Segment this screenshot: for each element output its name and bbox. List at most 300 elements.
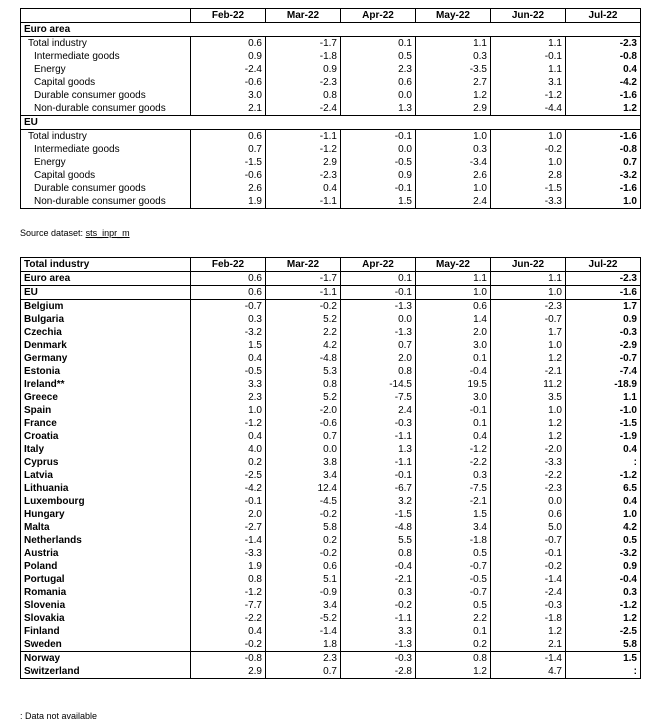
value-cell: -2.0 xyxy=(491,443,566,456)
value-cell: 1.7 xyxy=(566,300,641,314)
value-cell: -6.7 xyxy=(341,482,416,495)
header-month: Mar-22 xyxy=(266,258,341,272)
table-row xyxy=(21,625,641,638)
value-cell: -2.3 xyxy=(491,482,566,495)
value-cell: -1.1 xyxy=(341,456,416,469)
value-cell: -0.1 xyxy=(491,547,566,560)
value-cell: -2.4 xyxy=(266,102,341,116)
value-cell: -2.3 xyxy=(266,76,341,89)
value-cell: 0.7 xyxy=(566,156,641,169)
table-row xyxy=(21,76,641,89)
value-cell: -2.0 xyxy=(266,404,341,417)
value-cell: 0.3 xyxy=(416,50,491,63)
value-cell: 0.5 xyxy=(416,599,491,612)
row-label: Intermediate goods xyxy=(21,143,191,156)
value-cell: -2.4 xyxy=(491,586,566,599)
table-row xyxy=(21,469,641,482)
value-cell: -4.2 xyxy=(191,482,266,495)
value-cell: -0.7 xyxy=(566,352,641,365)
value-cell: -0.6 xyxy=(266,417,341,430)
value-cell: -1.8 xyxy=(416,534,491,547)
value-cell: 1.2 xyxy=(491,430,566,443)
value-cell: -0.6 xyxy=(191,169,266,182)
value-cell: 0.4 xyxy=(191,352,266,365)
value-cell: 2.6 xyxy=(191,182,266,195)
footnote: : Data not available xyxy=(20,711,98,721)
value-cell: -0.5 xyxy=(416,573,491,586)
country-name: Italy xyxy=(21,443,191,456)
value-cell: -0.7 xyxy=(491,313,566,326)
table-row xyxy=(21,156,641,169)
value-cell: -0.7 xyxy=(491,534,566,547)
value-cell: 1.1 xyxy=(416,37,491,51)
value-cell: 0.3 xyxy=(416,143,491,156)
value-cell: 1.0 xyxy=(416,286,491,300)
value-cell: 12.4 xyxy=(266,482,341,495)
value-cell: 1.9 xyxy=(191,195,266,209)
country-name: France xyxy=(21,417,191,430)
value-cell: 1.1 xyxy=(491,37,566,51)
value-cell: 0.9 xyxy=(266,63,341,76)
value-cell: -1.5 xyxy=(491,182,566,195)
table-row xyxy=(21,182,641,195)
table-row xyxy=(21,63,641,76)
row-label: Total industry xyxy=(21,130,191,144)
value-cell: -0.1 xyxy=(341,130,416,144)
value-cell: -0.1 xyxy=(341,182,416,195)
row-label: Durable consumer goods xyxy=(21,182,191,195)
country-name: Denmark xyxy=(21,339,191,352)
country-name: Hungary xyxy=(21,508,191,521)
value-cell: 2.9 xyxy=(416,102,491,116)
table-row xyxy=(21,352,641,365)
country-name: Malta xyxy=(21,521,191,534)
value-cell: 0.6 xyxy=(191,37,266,51)
value-cell: 0.6 xyxy=(341,76,416,89)
value-cell: -4.4 xyxy=(491,102,566,116)
value-cell: 2.2 xyxy=(416,612,491,625)
value-cell: 0.7 xyxy=(191,143,266,156)
value-cell: -2.5 xyxy=(566,625,641,638)
country-name: Czechia xyxy=(21,326,191,339)
value-cell: 1.9 xyxy=(191,560,266,573)
value-cell: 0.8 xyxy=(341,365,416,378)
value-cell: 1.5 xyxy=(416,508,491,521)
value-cell: 1.1 xyxy=(491,272,566,286)
value-cell: -4.8 xyxy=(266,352,341,365)
value-cell: 2.7 xyxy=(416,76,491,89)
country-name: Bulgaria xyxy=(21,313,191,326)
value-cell: 0.8 xyxy=(266,89,341,102)
value-cell: -1.8 xyxy=(491,612,566,625)
header-month: Jul-22 xyxy=(566,258,641,272)
value-cell: -1.3 xyxy=(341,638,416,652)
value-cell: -2.7 xyxy=(191,521,266,534)
value-cell: -2.1 xyxy=(416,495,491,508)
table-row xyxy=(21,272,641,286)
value-cell: -1.1 xyxy=(266,286,341,300)
value-cell: 0.0 xyxy=(491,495,566,508)
value-cell: -0.2 xyxy=(266,508,341,521)
value-cell: 0.8 xyxy=(416,652,491,666)
country-name: Spain xyxy=(21,404,191,417)
value-cell: 0.5 xyxy=(341,50,416,63)
value-cell: -0.5 xyxy=(191,365,266,378)
value-cell: 2.9 xyxy=(266,156,341,169)
value-cell: 5.2 xyxy=(266,391,341,404)
country-name: Poland xyxy=(21,560,191,573)
value-cell: 0.4 xyxy=(191,430,266,443)
header-month: Apr-22 xyxy=(341,9,416,23)
value-cell: -1.4 xyxy=(266,625,341,638)
value-cell: -0.3 xyxy=(341,652,416,666)
value-cell: -2.4 xyxy=(191,63,266,76)
value-cell: -3.5 xyxy=(416,63,491,76)
table-row xyxy=(21,195,641,209)
value-cell: 3.0 xyxy=(416,391,491,404)
value-cell: 4.2 xyxy=(266,339,341,352)
country-name: Netherlands xyxy=(21,534,191,547)
table-row xyxy=(21,638,641,652)
value-cell: 3.4 xyxy=(416,521,491,534)
value-cell: -1.5 xyxy=(191,156,266,169)
value-cell: -1.9 xyxy=(566,430,641,443)
table-row xyxy=(21,652,641,666)
value-cell: 1.1 xyxy=(491,63,566,76)
value-cell: 0.1 xyxy=(341,272,416,286)
value-cell: -2.1 xyxy=(341,573,416,586)
value-cell: 2.0 xyxy=(191,508,266,521)
value-cell: -0.3 xyxy=(341,417,416,430)
value-cell: 2.4 xyxy=(341,404,416,417)
value-cell: 0.6 xyxy=(191,272,266,286)
row-label: Non-durable consumer goods xyxy=(21,195,191,209)
value-cell: -1.6 xyxy=(566,286,641,300)
value-cell: 6.5 xyxy=(566,482,641,495)
row-label: Energy xyxy=(21,156,191,169)
value-cell: : xyxy=(566,665,641,679)
country-name: Croatia xyxy=(21,430,191,443)
value-cell: 0.2 xyxy=(416,638,491,652)
value-cell: -2.8 xyxy=(341,665,416,679)
section-label: EU xyxy=(21,116,641,130)
sector-table-header xyxy=(21,9,641,23)
value-cell: 2.9 xyxy=(191,665,266,679)
header-total-industry: Total industry xyxy=(21,258,191,272)
value-cell: 0.7 xyxy=(266,665,341,679)
country-table-header xyxy=(21,258,641,272)
source-note xyxy=(20,228,130,238)
value-cell: 0.4 xyxy=(566,63,641,76)
country-name: Switzerland xyxy=(21,665,191,679)
value-cell: 1.2 xyxy=(416,665,491,679)
value-cell: -3.2 xyxy=(566,169,641,182)
value-cell: -0.4 xyxy=(416,365,491,378)
table-row xyxy=(21,37,641,51)
value-cell: 3.8 xyxy=(266,456,341,469)
value-cell: -1.6 xyxy=(566,130,641,144)
table-row xyxy=(21,130,641,144)
table-row xyxy=(21,102,641,116)
value-cell: 1.0 xyxy=(191,404,266,417)
value-cell: 1.0 xyxy=(491,130,566,144)
value-cell: 19.5 xyxy=(416,378,491,391)
value-cell: -0.2 xyxy=(266,547,341,560)
value-cell: 1.0 xyxy=(566,195,641,209)
value-cell: -0.9 xyxy=(266,586,341,599)
value-cell: 1.3 xyxy=(341,443,416,456)
table-row xyxy=(21,300,641,314)
value-cell: -1.4 xyxy=(491,573,566,586)
value-cell: 1.0 xyxy=(416,130,491,144)
value-cell: -1.2 xyxy=(266,143,341,156)
table-row xyxy=(21,404,641,417)
value-cell: -1.5 xyxy=(341,508,416,521)
value-cell: 5.2 xyxy=(266,313,341,326)
value-cell: -1.2 xyxy=(566,469,641,482)
value-cell: : xyxy=(566,456,641,469)
value-cell: -0.1 xyxy=(341,286,416,300)
header-month: Mar-22 xyxy=(266,9,341,23)
value-cell: -0.2 xyxy=(491,143,566,156)
value-cell: 1.2 xyxy=(566,102,641,116)
header-month: Feb-22 xyxy=(191,9,266,23)
value-cell: 1.2 xyxy=(416,89,491,102)
country-name: Portugal xyxy=(21,573,191,586)
value-cell: 1.3 xyxy=(341,102,416,116)
value-cell: -0.3 xyxy=(566,326,641,339)
value-cell: 2.1 xyxy=(491,638,566,652)
value-cell: -0.2 xyxy=(266,300,341,314)
value-cell: 0.7 xyxy=(341,339,416,352)
value-cell: 0.6 xyxy=(266,560,341,573)
value-cell: 0.0 xyxy=(341,313,416,326)
sector-table xyxy=(20,8,641,209)
value-cell: 2.2 xyxy=(266,326,341,339)
table-row xyxy=(21,143,641,156)
value-cell: 0.0 xyxy=(341,143,416,156)
value-cell: -2.1 xyxy=(491,365,566,378)
value-cell: 1.0 xyxy=(416,182,491,195)
row-label: Capital goods xyxy=(21,169,191,182)
value-cell: 5.1 xyxy=(266,573,341,586)
value-cell: 1.0 xyxy=(566,508,641,521)
value-cell: 0.4 xyxy=(191,625,266,638)
value-cell: 3.2 xyxy=(341,495,416,508)
value-cell: -0.1 xyxy=(416,404,491,417)
value-cell: 0.8 xyxy=(191,573,266,586)
value-cell: 4.2 xyxy=(566,521,641,534)
source-dataset-link[interactable]: sts_inpr_m xyxy=(85,228,130,238)
table-row xyxy=(21,89,641,102)
value-cell: -3.2 xyxy=(566,547,641,560)
value-cell: 0.4 xyxy=(266,182,341,195)
value-cell: -1.6 xyxy=(566,182,641,195)
table-row xyxy=(21,417,641,430)
value-cell: 5.3 xyxy=(266,365,341,378)
value-cell: 0.0 xyxy=(266,443,341,456)
value-cell: -0.8 xyxy=(566,50,641,63)
value-cell: 0.4 xyxy=(416,430,491,443)
value-cell: -2.2 xyxy=(191,612,266,625)
section-header-row xyxy=(21,116,641,130)
value-cell: -2.3 xyxy=(491,300,566,314)
value-cell: -1.0 xyxy=(566,404,641,417)
value-cell: 0.9 xyxy=(341,169,416,182)
value-cell: 0.3 xyxy=(566,586,641,599)
value-cell: 3.1 xyxy=(491,76,566,89)
value-cell: -3.4 xyxy=(416,156,491,169)
value-cell: 0.3 xyxy=(341,586,416,599)
value-cell: 0.6 xyxy=(191,130,266,144)
table-row xyxy=(21,326,641,339)
value-cell: 0.5 xyxy=(416,547,491,560)
value-cell: 3.4 xyxy=(266,469,341,482)
value-cell: 5.0 xyxy=(491,521,566,534)
value-cell: 3.5 xyxy=(491,391,566,404)
value-cell: 1.8 xyxy=(266,638,341,652)
value-cell: -0.2 xyxy=(491,560,566,573)
country-name: Ireland** xyxy=(21,378,191,391)
value-cell: 1.0 xyxy=(491,286,566,300)
value-cell: -4.5 xyxy=(266,495,341,508)
value-cell: 1.0 xyxy=(491,156,566,169)
country-name: Austria xyxy=(21,547,191,560)
table-row xyxy=(21,599,641,612)
section-label: Euro area xyxy=(21,23,641,37)
row-label: Intermediate goods xyxy=(21,50,191,63)
table-row xyxy=(21,573,641,586)
value-cell: 0.3 xyxy=(416,469,491,482)
value-cell: -1.2 xyxy=(491,89,566,102)
value-cell: 0.1 xyxy=(416,352,491,365)
value-cell: 2.0 xyxy=(416,326,491,339)
value-cell: 1.5 xyxy=(191,339,266,352)
value-cell: 0.1 xyxy=(416,625,491,638)
value-cell: -0.8 xyxy=(566,143,641,156)
table-row xyxy=(21,534,641,547)
value-cell: -1.2 xyxy=(416,443,491,456)
value-cell: 0.2 xyxy=(266,534,341,547)
row-label: Capital goods xyxy=(21,76,191,89)
value-cell: 0.1 xyxy=(341,37,416,51)
table-row xyxy=(21,169,641,182)
value-cell: -5.2 xyxy=(266,612,341,625)
value-cell: 3.4 xyxy=(266,599,341,612)
value-cell: 0.6 xyxy=(416,300,491,314)
value-cell: 3.0 xyxy=(191,89,266,102)
section-header-row xyxy=(21,23,641,37)
value-cell: -0.3 xyxy=(491,599,566,612)
value-cell: -0.1 xyxy=(341,469,416,482)
country-name: EU xyxy=(21,286,191,300)
value-cell: 5.8 xyxy=(266,521,341,534)
value-cell: 0.0 xyxy=(341,89,416,102)
value-cell: 2.8 xyxy=(491,169,566,182)
value-cell: -3.3 xyxy=(491,195,566,209)
table-row xyxy=(21,456,641,469)
value-cell: 1.2 xyxy=(491,625,566,638)
value-cell: -4.2 xyxy=(566,76,641,89)
value-cell: -7.4 xyxy=(566,365,641,378)
value-cell: -1.4 xyxy=(191,534,266,547)
value-cell: -1.5 xyxy=(566,417,641,430)
country-name: Estonia xyxy=(21,365,191,378)
country-name: Belgium xyxy=(21,300,191,314)
value-cell: 1.5 xyxy=(341,195,416,209)
value-cell: -0.2 xyxy=(341,599,416,612)
value-cell: -3.3 xyxy=(191,547,266,560)
value-cell: 1.0 xyxy=(491,339,566,352)
header-month: Feb-22 xyxy=(191,258,266,272)
table-row xyxy=(21,665,641,679)
value-cell: -18.9 xyxy=(566,378,641,391)
value-cell: -1.8 xyxy=(266,50,341,63)
value-cell: 3.3 xyxy=(341,625,416,638)
value-cell: 0.4 xyxy=(566,443,641,456)
row-label: Energy xyxy=(21,63,191,76)
value-cell: -1.6 xyxy=(566,89,641,102)
country-name: Greece xyxy=(21,391,191,404)
value-cell: 2.0 xyxy=(341,352,416,365)
value-cell: -1.3 xyxy=(341,326,416,339)
value-cell: -7.5 xyxy=(416,482,491,495)
value-cell: 1.2 xyxy=(566,612,641,625)
value-cell: -2.2 xyxy=(491,469,566,482)
value-cell: -1.4 xyxy=(491,652,566,666)
value-cell: 1.7 xyxy=(491,326,566,339)
value-cell: 2.3 xyxy=(191,391,266,404)
value-cell: -0.7 xyxy=(191,300,266,314)
value-cell: 2.1 xyxy=(191,102,266,116)
table-row xyxy=(21,560,641,573)
source-prefix: Source dataset: xyxy=(20,228,84,238)
country-name: Cyprus xyxy=(21,456,191,469)
value-cell: 0.9 xyxy=(566,560,641,573)
country-name: Latvia xyxy=(21,469,191,482)
header-blank xyxy=(21,9,191,23)
value-cell: 4.7 xyxy=(491,665,566,679)
value-cell: 0.8 xyxy=(341,547,416,560)
country-name: Finland xyxy=(21,625,191,638)
value-cell: -0.6 xyxy=(191,76,266,89)
table-row xyxy=(21,286,641,300)
value-cell: -2.5 xyxy=(191,469,266,482)
header-month: Jul-22 xyxy=(566,9,641,23)
value-cell: 1.0 xyxy=(491,404,566,417)
value-cell: 0.9 xyxy=(566,313,641,326)
value-cell: 2.6 xyxy=(416,169,491,182)
value-cell: 1.2 xyxy=(491,352,566,365)
value-cell: -3.2 xyxy=(191,326,266,339)
value-cell: 0.5 xyxy=(566,534,641,547)
value-cell: 1.5 xyxy=(566,652,641,666)
value-cell: -7.7 xyxy=(191,599,266,612)
value-cell: 0.4 xyxy=(566,495,641,508)
table-row xyxy=(21,495,641,508)
table-row xyxy=(21,378,641,391)
country-name: Norway xyxy=(21,652,191,666)
value-cell: -2.9 xyxy=(566,339,641,352)
table-row xyxy=(21,586,641,599)
value-cell: -3.3 xyxy=(491,456,566,469)
table-row xyxy=(21,313,641,326)
value-cell: 3.0 xyxy=(416,339,491,352)
value-cell: 5.5 xyxy=(341,534,416,547)
value-cell: -1.1 xyxy=(341,430,416,443)
value-cell: -0.1 xyxy=(491,50,566,63)
value-cell: -4.8 xyxy=(341,521,416,534)
